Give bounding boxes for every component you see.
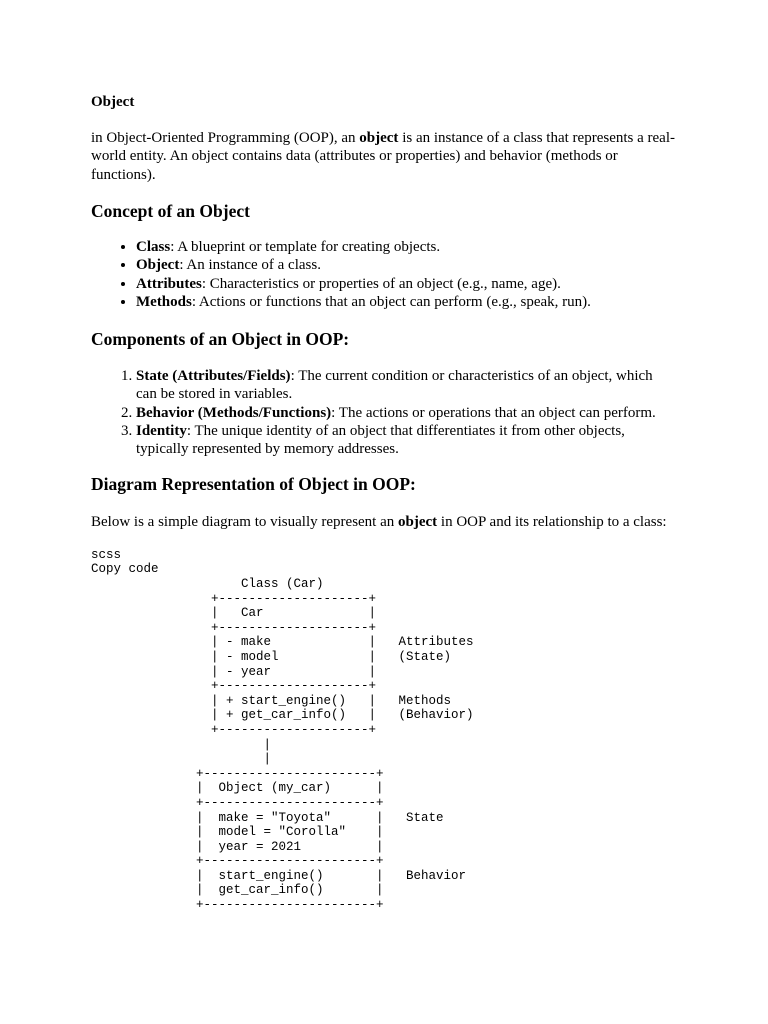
intro-suffix: is an instance of a class that represents a real-world entity. An object contains data (attributes or properties) and behavior (methods or functions). xyxy=(91,130,675,183)
list-item xyxy=(136,404,671,422)
list-item-term: Object xyxy=(136,257,180,274)
code-block-diagram: Class (Car) +--------------------+ | Car | +--------------------+ | - make | Attributes | - model | (State) | - year | +--------------------+ | + start_engine() | Methods | + get_car_info() | (Behavior) +--------------------+ | | +-----------------------+ | Object (my_car) | +-----------------------+ | make = "Toyota" | State | model = "Corolla" | | year = 2021 | +-----------------------+ | start_engine() | Behavior | get_car_info() | +-----------------------+ xyxy=(196,577,474,913)
list-item-desc: : The unique identity of an object that differentiates it from other objects, typically represented by memory addresses. xyxy=(136,422,625,458)
copy-code-button[interactable]: Copy code xyxy=(91,562,159,576)
intro-bold-term: object xyxy=(359,130,399,146)
intro-prefix: in Object-Oriented Programming (OOP), an xyxy=(91,130,360,146)
list-item-term: Behavior (Methods/Functions) xyxy=(136,404,332,421)
list-item-desc: : The actions or operations that an object can perform. xyxy=(331,404,656,421)
list-item-desc: : An instance of a class. xyxy=(179,257,321,274)
list-item xyxy=(136,238,676,256)
list-item-term: Identity xyxy=(136,422,187,439)
list-item-desc: : Actions or functions that an object can perform (e.g., speak, run). xyxy=(191,293,591,310)
concept-list xyxy=(136,238,676,311)
list-item-desc: : Characteristics or properties of an object (e.g., name, age). xyxy=(201,275,561,292)
components-list xyxy=(136,367,671,458)
list-item xyxy=(136,256,676,274)
list-item xyxy=(136,422,671,459)
list-item-desc: : A blueprint or template for creating objects. xyxy=(170,239,441,255)
components-heading: Components of an Object in OOP: xyxy=(91,329,350,349)
list-item-term: Methods xyxy=(136,293,192,310)
list-item-term: State (Attributes/Fields) xyxy=(136,368,291,384)
concept-heading: Concept of an Object xyxy=(91,201,250,221)
code-language-label: scss xyxy=(91,548,122,562)
diagram-intro-suffix: in OOP and its relationship to a class: xyxy=(437,514,667,530)
list-item xyxy=(136,293,676,311)
list-item-term: Class xyxy=(136,239,171,255)
list-item xyxy=(136,367,671,404)
page-title: Object xyxy=(91,94,135,110)
diagram-intro-bold-term: object xyxy=(398,514,438,530)
diagram-intro-prefix: Below is a simple diagram to visually represent an xyxy=(91,514,399,530)
diagram-heading: Diagram Representation of Object in OOP: xyxy=(91,474,416,494)
diagram-intro-paragraph xyxy=(91,513,683,531)
list-item-term: Attributes xyxy=(136,275,202,292)
intro-paragraph xyxy=(91,129,683,184)
list-item xyxy=(136,275,676,293)
list-item-desc: : The current condition or characteristics of an object, which can be stored in variables. xyxy=(136,368,653,403)
